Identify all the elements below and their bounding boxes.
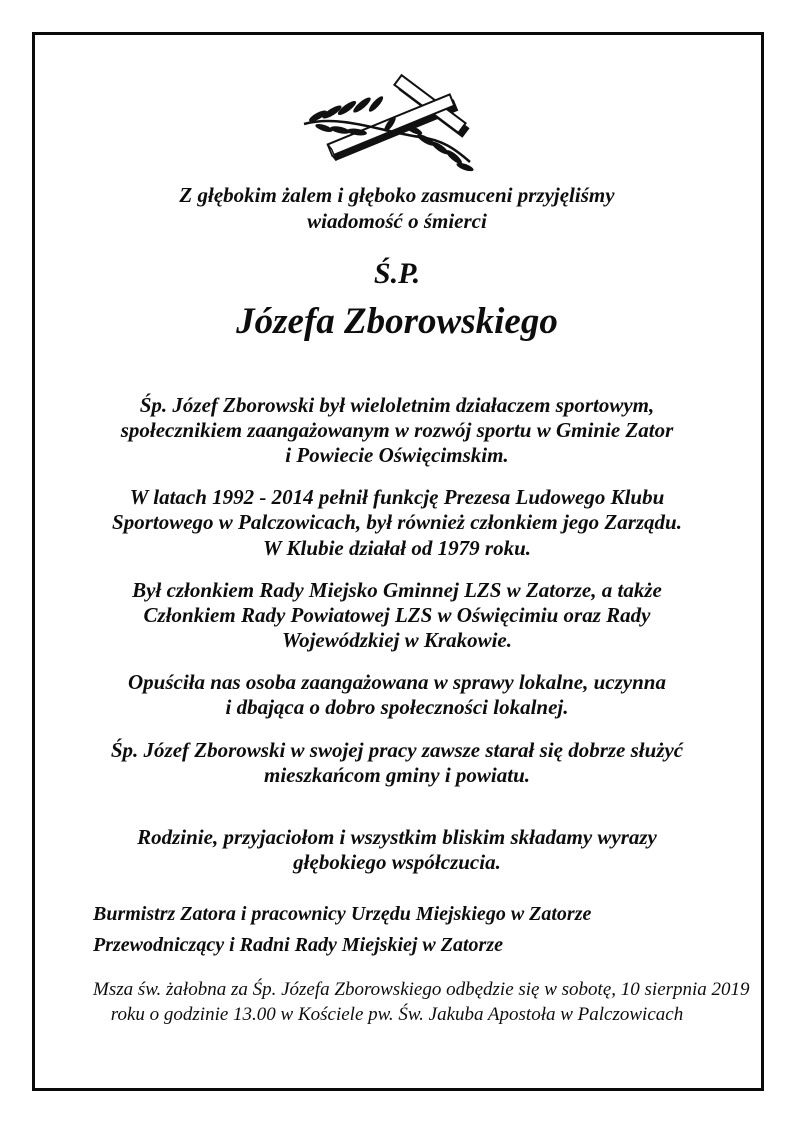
text-line: Rodzinie, przyjaciołom i wszystkim bliskim składamy wyrazy	[137, 825, 657, 850]
text-line: W Klubie działał od 1979 roku.	[263, 535, 531, 560]
text-line: Msza św. żałobna za Śp. Józefa Zborowskiego odbędzie się w sobotę, 10 sierpnia 2019	[93, 979, 750, 1001]
text-line: mieszkańcom gminy i powiatu.	[263, 762, 531, 787]
text-line: W latach 1992 - 2014 pełnił funkcję Prezesa Ludowego Klubu	[129, 485, 665, 510]
intro-text	[93, 183, 701, 234]
bio-paragraph-5	[93, 738, 701, 788]
honorific-sp: Ś.P.	[373, 257, 421, 291]
text-line: głębokiego współczucia.	[293, 850, 501, 875]
mass-notice	[93, 978, 750, 1027]
text-line: wiadomość o śmierci	[307, 208, 487, 233]
condolence-paragraph	[93, 825, 701, 875]
text-line: Wojewódzkiej w Krakowie.	[281, 628, 513, 653]
bio-paragraph-2	[93, 485, 701, 561]
text-line: Śp. Józef Zborowski w swojej pracy zawsze starał się dobrze służyć	[110, 737, 684, 762]
deceased-name: Józefa Zborowskiego	[236, 301, 558, 343]
signature-line-council: Przewodniczący i Radni Rady Miejskiej w Zatorze	[93, 934, 503, 957]
text-line: Sportowego w Palczowicach, był również członkiem jego Zarządu.	[112, 510, 682, 535]
text-line: społecznikiem zaangażowanym w rozwój sportu w Gminie Zator	[120, 417, 674, 442]
text-line: i dbająca o dobro społeczności lokalnej.	[225, 695, 569, 720]
bio-paragraph-3	[93, 578, 701, 654]
text-line: roku o godzinie 13.00 w Kościele pw. Św. Jakuba Apostoła w Palczowicach	[110, 1004, 684, 1026]
text-line: Był członkiem Rady Miejsko Gminnej LZS w Zatorze, a także	[132, 577, 662, 602]
signature-line-mayor: Burmistrz Zatora i pracownicy Urzędu Miejskiego w Zatorze	[93, 903, 592, 926]
bio-paragraph-1	[93, 393, 701, 469]
text-line: Opuściła nas osoba zaangażowana w sprawy lokalne, uczynna	[128, 670, 666, 695]
text-line: i Powiecie Oświęcimskim.	[285, 442, 509, 467]
text-line: Śp. Józef Zborowski był wieloletnim działaczem sportowym,	[139, 392, 655, 417]
text-line: Członkiem Rady Powiatowej LZS w Oświęcimiu oraz Rady	[143, 602, 651, 627]
text-line: Z głębokim żalem i głęboko zasmuceni przyjęliśmy	[179, 183, 615, 207]
memorial-content	[93, 32, 750, 1028]
cross-with-laurel-branch-icon	[302, 72, 492, 177]
bio-paragraph-4	[93, 670, 701, 720]
